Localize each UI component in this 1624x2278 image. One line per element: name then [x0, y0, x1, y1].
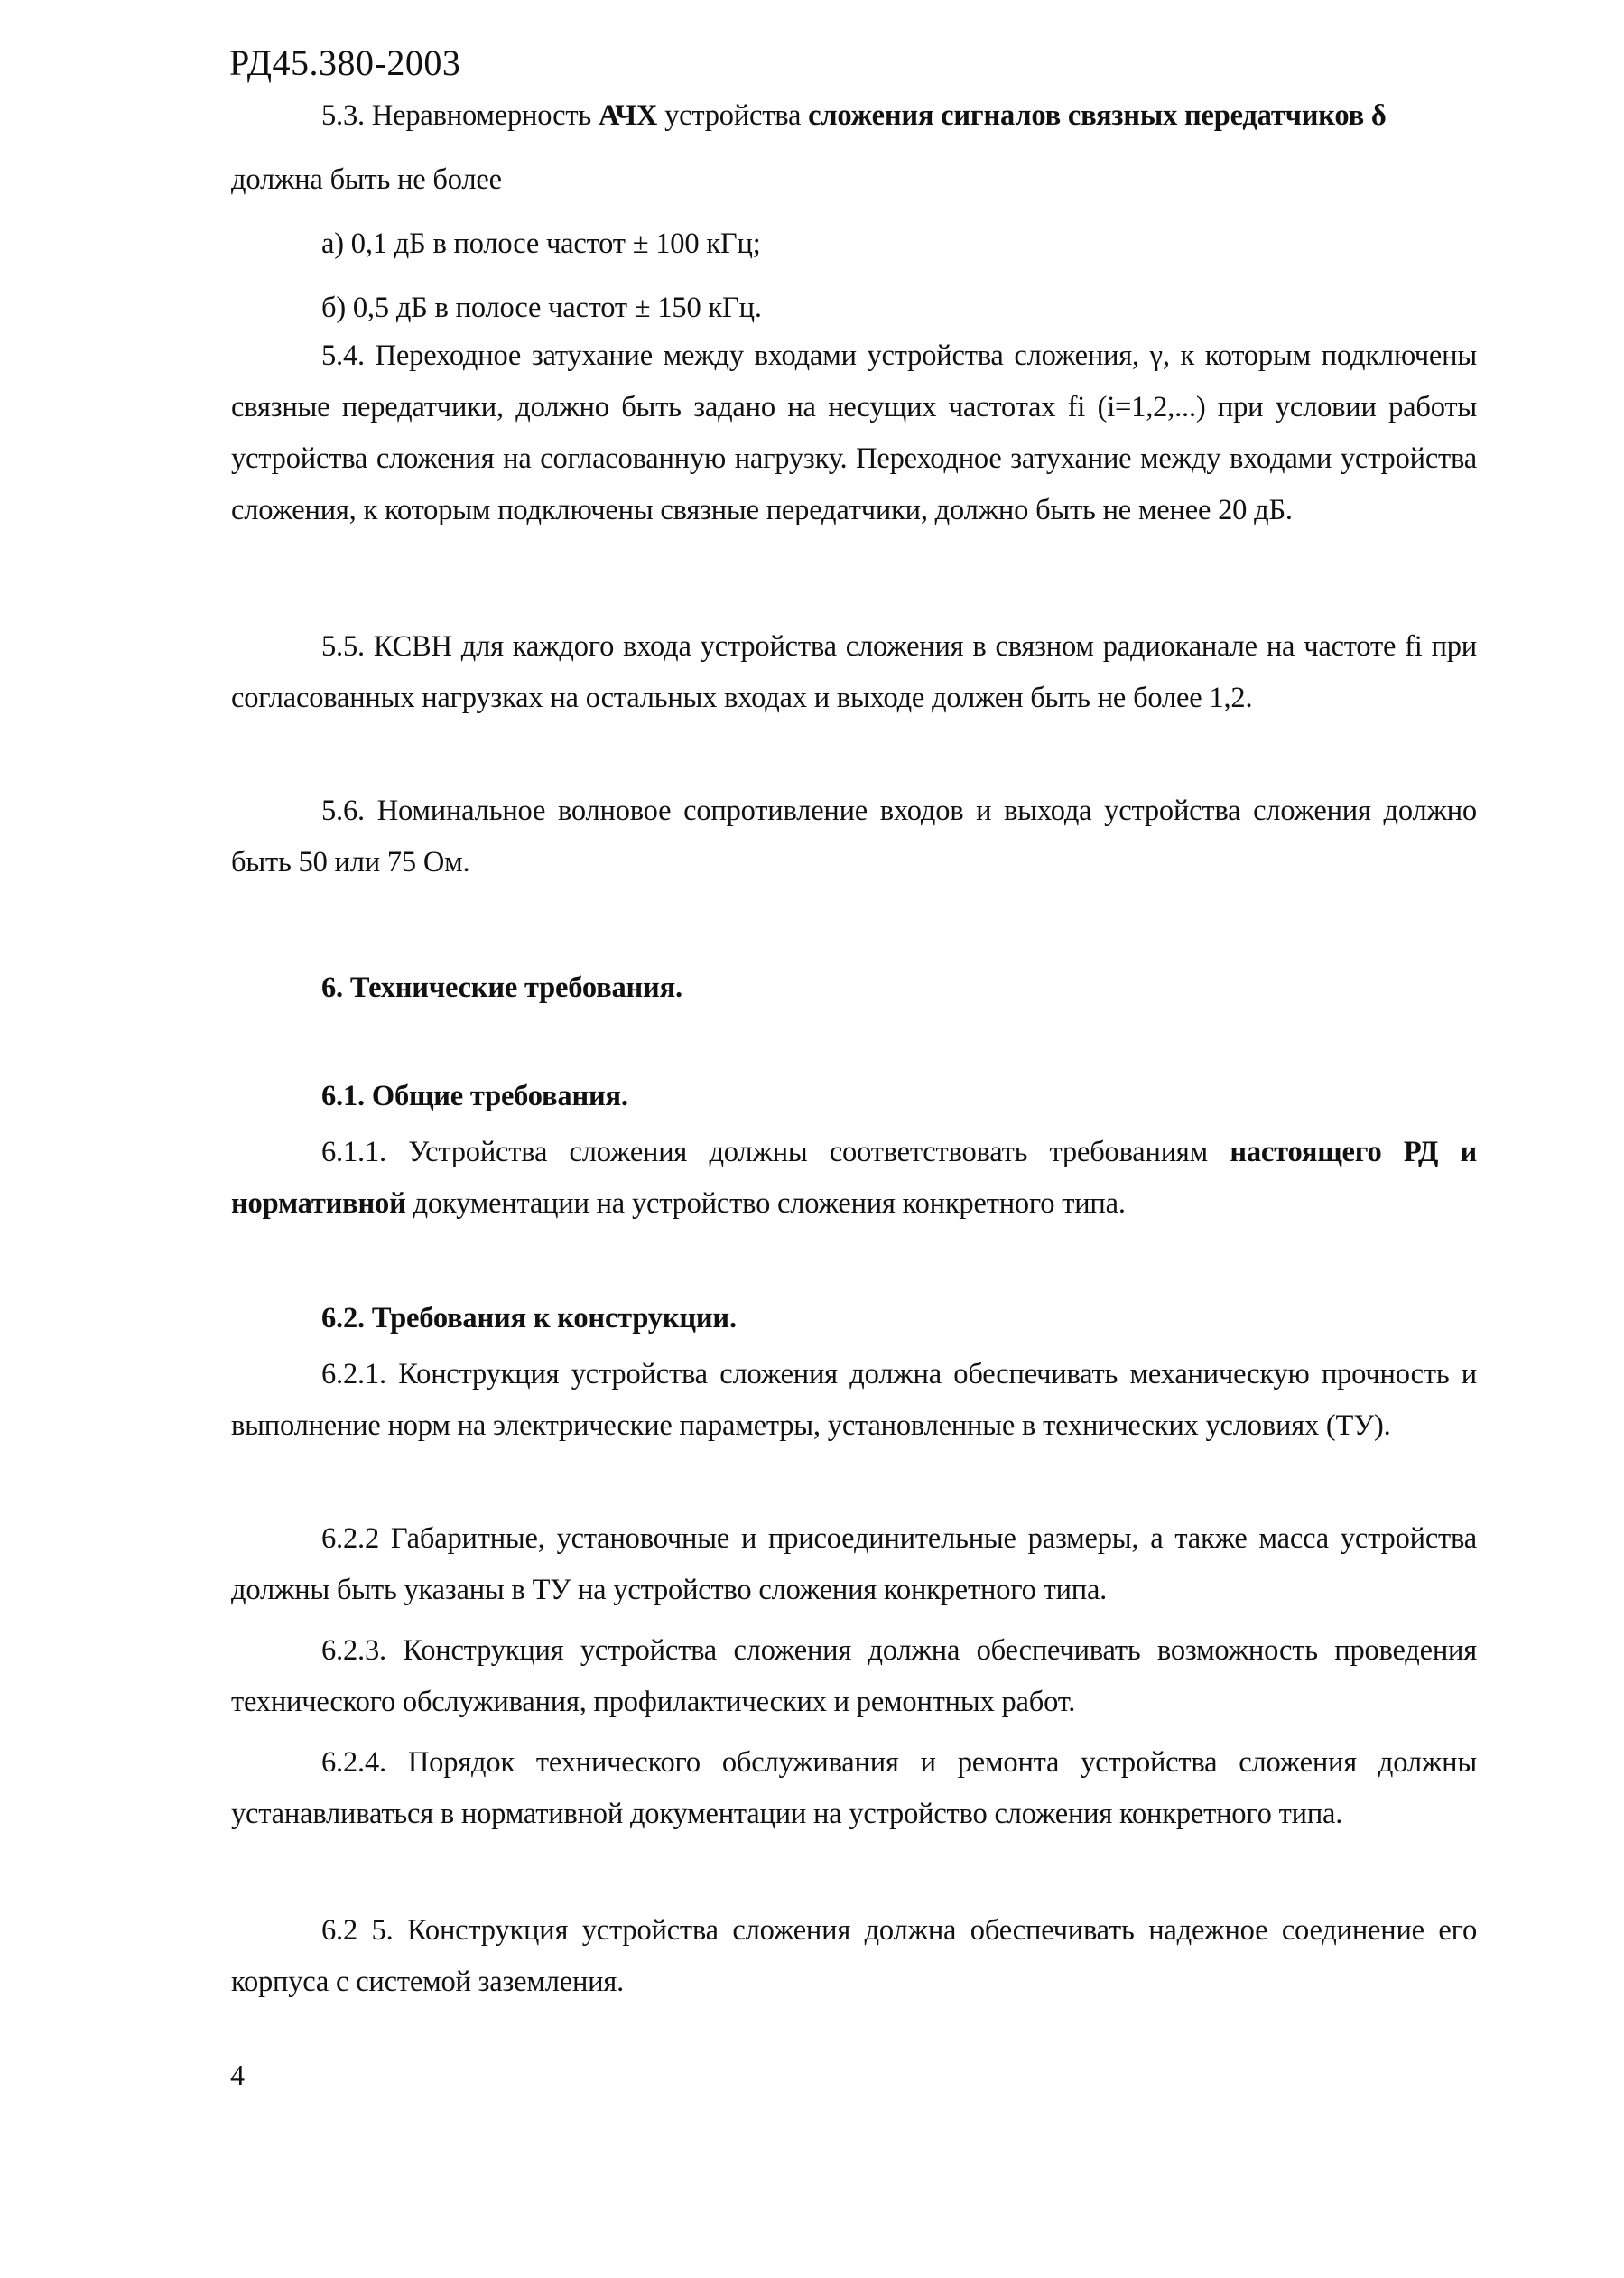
section-6-2-1 [231, 1349, 1477, 1452]
paragraph-6-1-1 [231, 1127, 1477, 1230]
page-number: 4 [230, 2059, 245, 2091]
section-6-2-3 [231, 1625, 1477, 1728]
section-5-5 [231, 621, 1477, 724]
heading-6-2 [231, 1293, 1477, 1344]
list-item-b: б) 0,5 дБ в полосе частот ± 150 кГц. [321, 292, 762, 324]
text-5-3-lead: 5.3. Неравномерность [321, 99, 599, 132]
heading-6-text: 6. Технические требования. [321, 972, 682, 1004]
section-6-2-2 [231, 1513, 1477, 1616]
text-5-3-bold2: сложения сигналов связных передатчиков δ [808, 99, 1387, 132]
paragraph-6-2-2: 6.2.2 Габаритные, установочные и присоединительные размеры, а также масса устройства должны быть указаны в ТУ на устройство сложения конкретного типа. [231, 1522, 1477, 1606]
section-6-2-5 [231, 1905, 1477, 2008]
paragraph-5-4: 5.4. Переходное затухание между входами устройства сложения, γ, к которым подключены связные передатчики, должно быть задано на несущих частотах fi (i=1,2,...) при условии работы устройства сложения на согласованную нагрузку. Переходное затухание между входами устройства сложения, к которым подключены связные передатчики, должно быть не менее 20 дБ. [231, 339, 1477, 526]
text-6-1-1-bold: настоящего РД и нормативной [231, 1136, 1477, 1220]
text-5-3-bold1: АЧХ [598, 99, 658, 132]
paragraph-5-3-tail: должна быть не более [231, 163, 502, 196]
paragraph-6-2-5: 6.2 5. Конструкция устройства сложения должна обеспечивать надежное соединение его корпуса с системой заземления. [231, 1914, 1477, 1998]
paragraph-6-2-3: 6.2.3. Конструкция устройства сложения должна обеспечивать возможность проведения технического обслуживания, профилактических и ремонтных работ. [231, 1634, 1477, 1718]
paragraph-5-5: 5.5. КСВН для каждого входа устройства сложения в связном радиоканале на частоте fi при согласованных нагрузках на остальных входах и выходе должен быть не более 1,2. [231, 630, 1477, 714]
paragraph-6-2-4: 6.2.4. Порядок технического обслуживания и ремонта устройства сложения должны устанавливаться в нормативной документации на устройство сложения конкретного типа. [231, 1746, 1477, 1830]
text-6-1-1-lead: 6.1.1. Устройства сложения должны соответствовать требованиям [321, 1136, 1230, 1168]
paragraph-5-6: 5.6. Номинальное волновое сопротивление входов и выхода устройства сложения должно быть 50 или 75 Ом. [231, 795, 1477, 879]
section-6-2-4 [231, 1737, 1477, 1840]
heading-6-2-text: 6.2. Требования к конструкции. [321, 1302, 737, 1334]
text-5-3-mid: устройства [657, 99, 809, 132]
paragraph-6-2-1: 6.2.1. Конструкция устройства сложения должна обеспечивать механическую прочность и выполнение норм на электрические параметры, установленные в технических условиях (ТУ). [231, 1358, 1477, 1442]
section-5-6 [231, 786, 1477, 888]
list-item-a: а) 0,1 дБ в полосе частот ± 100 кГц; [321, 228, 761, 260]
document-code: РД45.380-2003 [229, 42, 461, 83]
section-5-4 [231, 330, 1477, 536]
section-5-3 [231, 90, 1477, 334]
heading-6-1 [231, 1071, 1477, 1122]
section-6-1-1 [231, 1127, 1477, 1230]
text-6-1-1-tail: документации на устройство сложения конкретного типа. [405, 1187, 1126, 1220]
heading-6-1-text: 6.1. Общие требования. [321, 1080, 628, 1112]
heading-6 [231, 962, 1477, 1014]
paragraph-5-3 [231, 90, 1477, 142]
